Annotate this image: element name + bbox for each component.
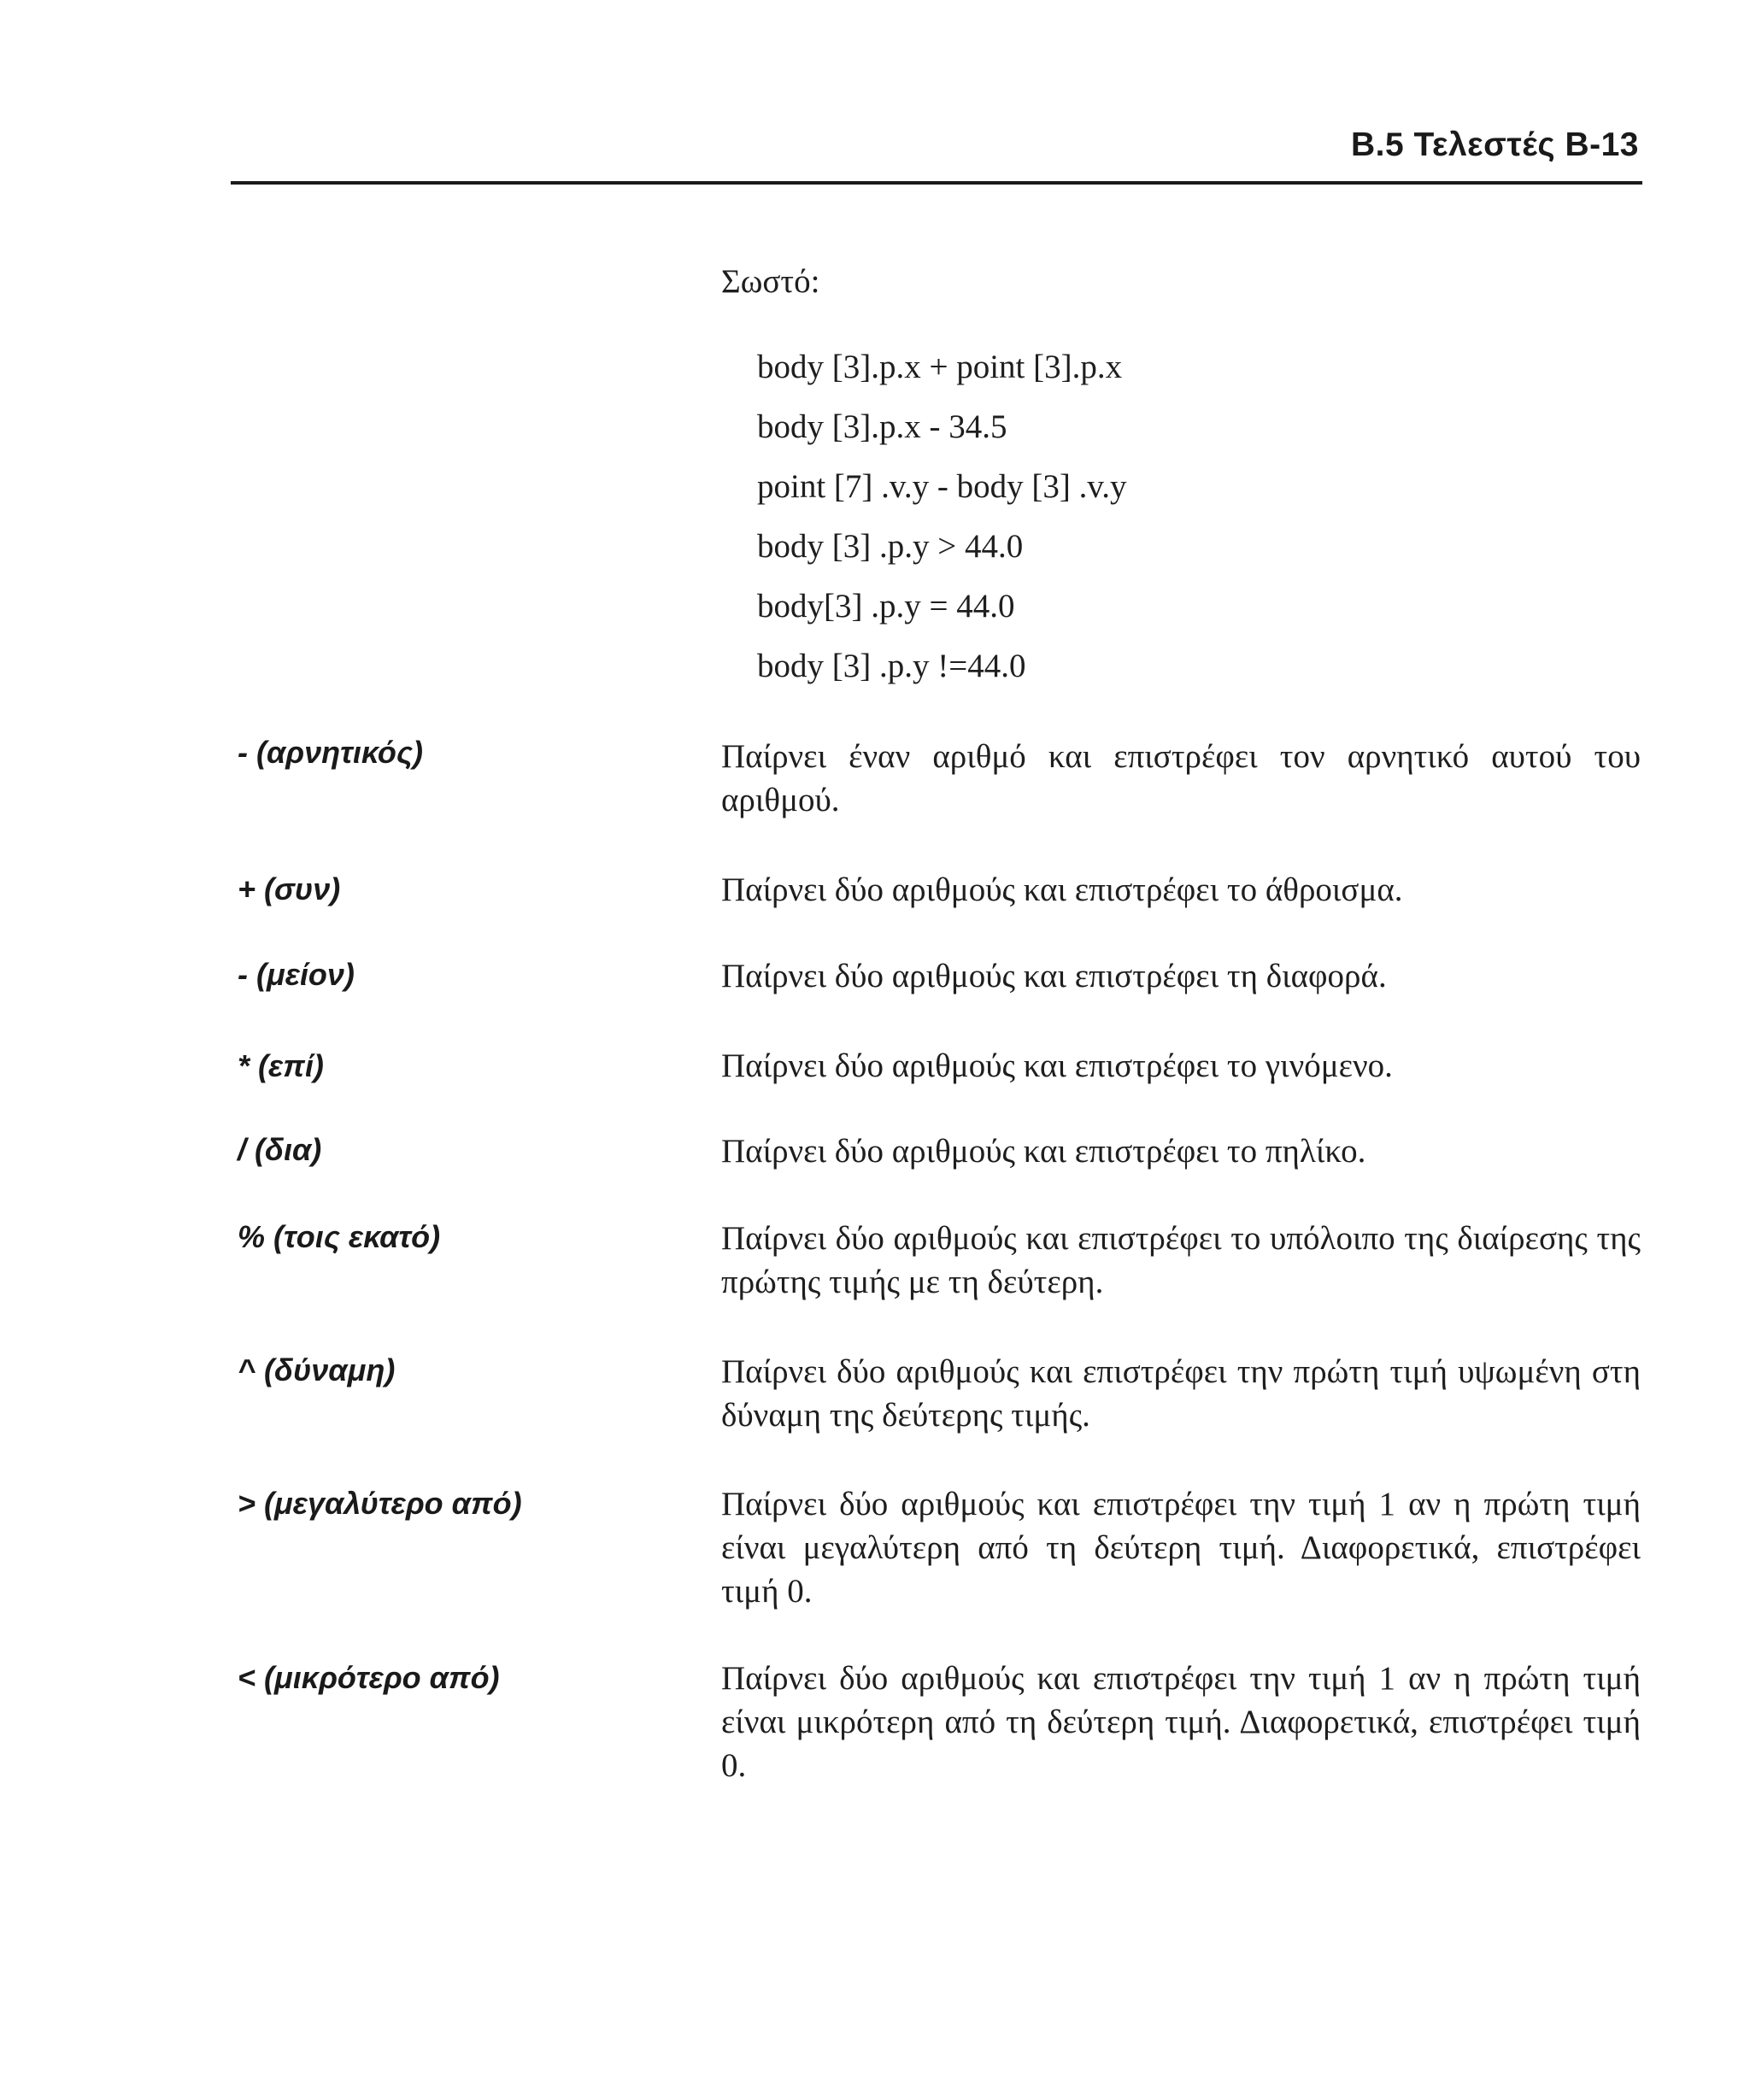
- code-line: body [3] .p.y > 44.0: [757, 528, 1024, 565]
- operator-term: % (τοις εκατό): [238, 1219, 441, 1254]
- running-title: B.5 Τελεστές B-13: [1351, 126, 1639, 163]
- operator-term: - (αρνητικός): [238, 735, 423, 770]
- code-line: body [3] .p.y !=44.0: [757, 648, 1026, 684]
- code-line: point [7] .v.y - body [3] .v.y: [757, 468, 1127, 505]
- code-line: body [3].p.x - 34.5: [757, 408, 1007, 445]
- code-line: body[3] .p.y = 44.0: [757, 588, 1015, 625]
- operator-description: Παίρνει δύο αριθμούς και επιστρέφει την τιμή 1 αν η πρώτη τιμή είναι μικρότερη από τη δεύτερη τιμή. Διαφορετικά, επιστρέφει τιμή 0.: [721, 1660, 1641, 1784]
- operator-term: / (δια): [238, 1132, 322, 1167]
- operator-description: Παίρνει δύο αριθμούς και επιστρέφει την πρώτη τιμή υψωμένη στη δύναμη της δεύτερης τιμής.: [721, 1353, 1641, 1434]
- operator-description: Παίρνει δύο αριθμούς και επιστρέφει το υπόλοιπο της διαίρεσης της πρώτης τιμής με τη δεύτερη.: [721, 1220, 1641, 1300]
- operator-description: Παίρνει έναν αριθμό και επιστρέφει τον αρνητικό αυτού του αριθμού.: [721, 738, 1641, 818]
- operator-description: Παίρνει δύο αριθμούς και επιστρέφει την τιμή 1 αν η πρώτη τιμή είναι μεγαλύτερη από τη δεύτερη τιμή. Διαφορετικά, επιστρέφει τιμή 0.: [721, 1486, 1641, 1610]
- operator-term: ^ (δύναμη): [238, 1352, 396, 1387]
- operator-description: Παίρνει δύο αριθμούς και επιστρέφει τη διαφορά.: [721, 958, 1387, 994]
- code-line: body [3].p.x + point [3].p.x: [757, 349, 1123, 385]
- operator-description: Παίρνει δύο αριθμούς και επιστρέφει το πηλίκο.: [721, 1133, 1366, 1170]
- example-intro: Σωστό:: [721, 263, 820, 300]
- operator-term: > (μεγαλύτερο από): [238, 1486, 522, 1521]
- operator-description: Παίρνει δύο αριθμούς και επιστρέφει το γινόμενο.: [721, 1047, 1393, 1084]
- operator-term: < (μικρότερο από): [238, 1660, 500, 1695]
- operator-description: Παίρνει δύο αριθμούς και επιστρέφει το άθροισμα.: [721, 871, 1403, 908]
- running-header: [231, 120, 1642, 185]
- operator-term: * (επί): [238, 1048, 324, 1083]
- operator-term: - (μείον): [238, 957, 355, 992]
- operator-term: + (συν): [238, 871, 341, 906]
